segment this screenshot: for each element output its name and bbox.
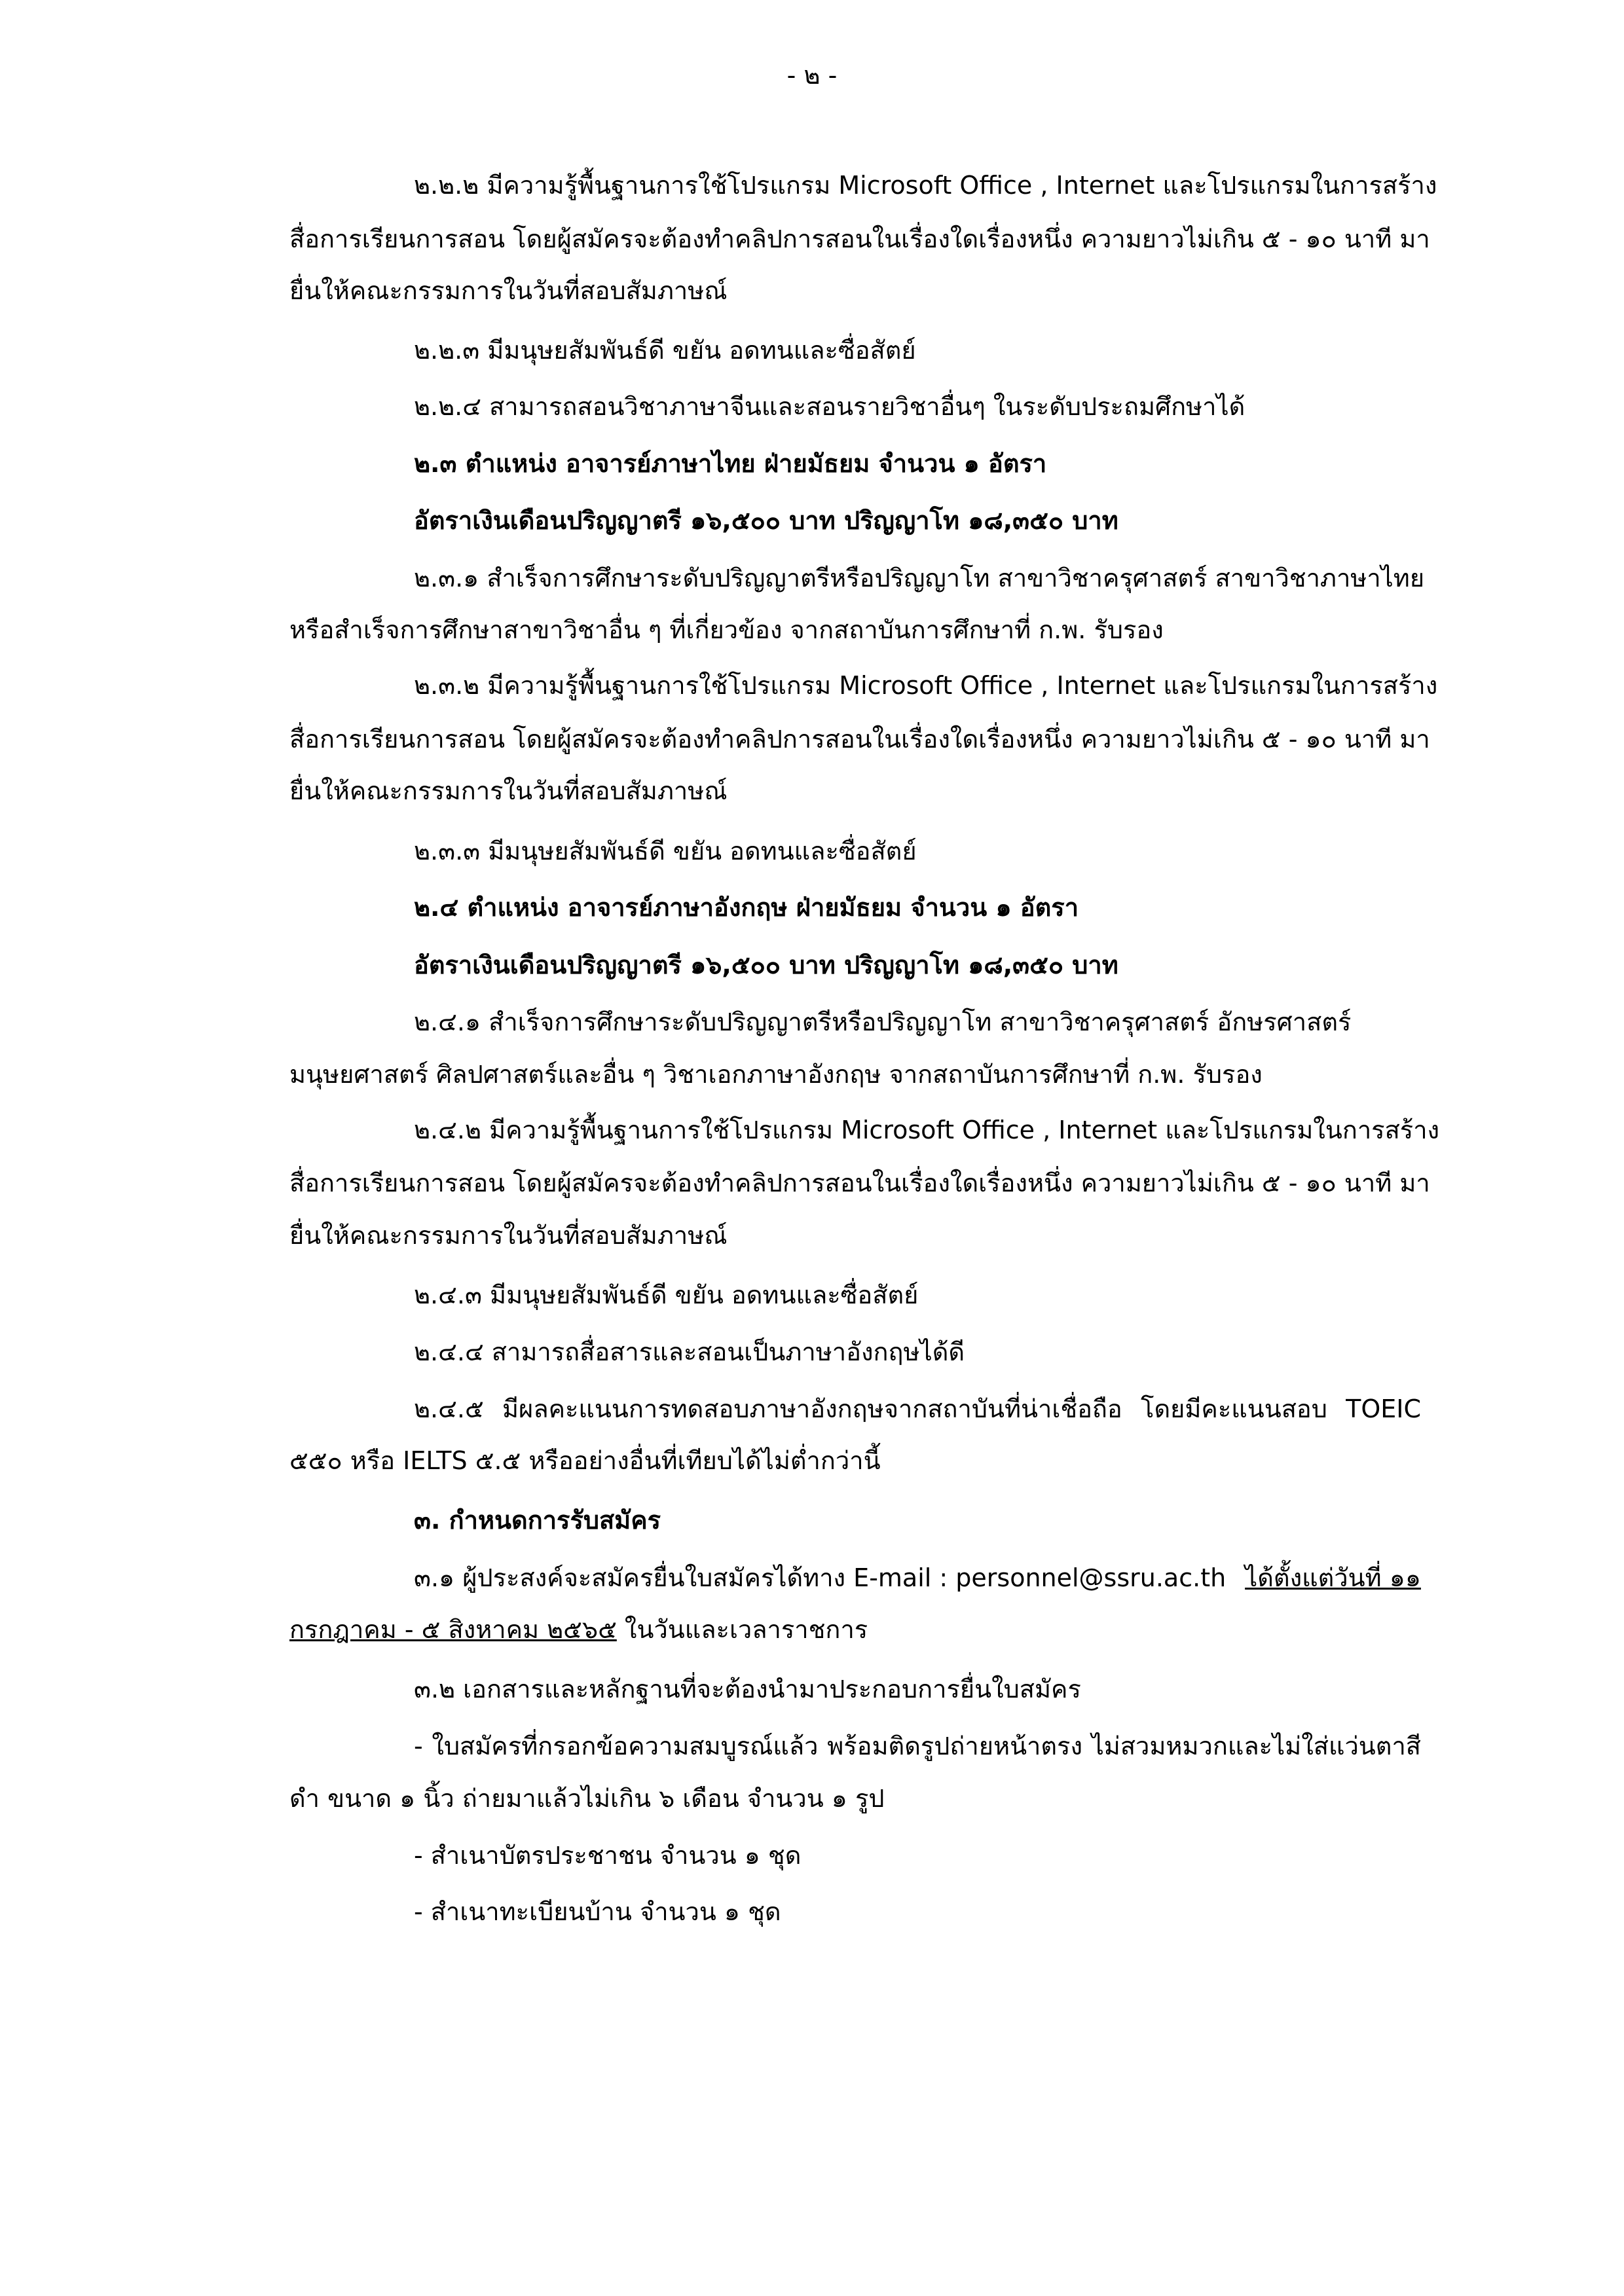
item-2-3-1-line-1: ๒.๓.๑ สำเร็จการศึกษาระดับปริญญาตรีหรือปริญญาโท สาขาวิชาครุศาสตร์ สาขาวิชาภาษาไทย xyxy=(414,564,1425,592)
item-3-1-line-1 xyxy=(414,1561,1421,1594)
page-number: - ๒ - xyxy=(786,61,838,90)
item-2-4-1-line-2: มนุษยศาสตร์ ศิลปศาสตร์และอื่น ๆ วิชาเอกภาษาอังกฤษ จากสถาบันการศึกษาที่ ก.พ. รับรอง xyxy=(289,1060,1263,1089)
item-2-2-2-line-2: สื่อการเรียนการสอน โดยผู้สมัครจะต้องทำคลิปการสอนในเรื่องใดเรื่องหนึ่ง ความยาวไม่เกิน ๕ - ๑๐ นาที มา xyxy=(289,225,1430,253)
item-2-4-4: ๒.๔.๔ สามารถสื่อสารและสอนเป็นภาษาอังกฤษได้ดี xyxy=(414,1338,965,1366)
item-2-2-3: ๒.๒.๓ มีมนุษยสัมพันธ์ดี ขยัน อดทนและซื่อสัตย์ xyxy=(414,336,916,365)
section-2-3-salary: อัตราเงินเดือนปริญญาตรี ๑๖,๕๐๐ บาท ปริญญาโท ๑๘,๓๕๐ บาท xyxy=(414,506,1118,535)
application-period-start: ได้ตั้งแต่วันที่ ๑๑ xyxy=(1245,1563,1421,1592)
item-2-3-2-line-3: ยื่นให้คณะกรรมการในวันที่สอบสัมภาษณ์ xyxy=(289,776,728,805)
doc-item-3: - สำเนาทะเบียนบ้าน จำนวน ๑ ชุด xyxy=(414,1897,781,1926)
item-2-2-4: ๒.๒.๔ สามารถสอนวิชาภาษาจีนและสอนรายวิชาอื่นๆ ในระดับประถมศึกษาได้ xyxy=(414,392,1246,421)
item-2-2-2-line-1: ๒.๒.๒ มีความรู้พื้นฐานการใช้โปรแกรม Microsoft Office , Internet และโปรแกรมในการสร้าง xyxy=(414,171,1437,200)
item-2-3-2-line-2: สื่อการเรียนการสอน โดยผู้สมัครจะต้องทำคลิปการสอนในเรื่องใดเรื่องหนึ่ง ความยาวไม่เกิน ๕ - ๑๐ นาที มา xyxy=(289,725,1430,754)
item-2-3-3: ๒.๓.๓ มีมนุษยสัมพันธ์ดี ขยัน อดทนและซื่อสัตย์ xyxy=(414,837,917,866)
item-2-4-3: ๒.๔.๓ มีมนุษยสัมพันธ์ดี ขยัน อดทนและซื่อสัตย์ xyxy=(414,1281,919,1309)
item-2-3-1-line-2: หรือสำเร็จการศึกษาสาขาวิชาอื่น ๆ ที่เกี่ยวข้อง จากสถาบันการศึกษาที่ ก.พ. รับรอง xyxy=(289,615,1164,644)
doc-item-1-line-1: - ใบสมัครที่กรอกข้อความสมบูรณ์แล้ว พร้อมติดรูปถ่ายหน้าตรง ไม่สวมหมวกและไม่ใส่แว่นตาสี xyxy=(414,1732,1421,1760)
item-3-2: ๓.๒ เอกสารและหลักฐานที่จะต้องนำมาประกอบการยื่นใบสมัคร xyxy=(414,1675,1081,1704)
office-hours-text: ในวันและเวลาราชการ xyxy=(616,1615,868,1644)
doc-item-2: - สำเนาบัตรประชาชน จำนวน ๑ ชุด xyxy=(414,1841,802,1870)
section-2-3-heading: ๒.๓ ตำแหน่ง อาจารย์ภาษาไทย ฝ่ายมัธยม จำนวน ๑ อัตรา xyxy=(414,449,1047,478)
item-2-4-5-line-2: ๕๕๐ หรือ IELTS ๕.๕ หรืออย่างอื่นที่เทียบได้ไม่ต่ำกว่านี้ xyxy=(289,1446,881,1475)
item-2-2-2-line-3: ยื่นให้คณะกรรมการในวันที่สอบสัมภาษณ์ xyxy=(289,276,728,305)
item-3-1-line-2 xyxy=(289,1613,868,1646)
section-2-4-heading: ๒.๔ ตำแหน่ง อาจารย์ภาษาอังกฤษ ฝ่ายมัธยม จำนวน ๑ อัตรา xyxy=(414,893,1079,922)
item-2-4-5-line-1: ๒.๔.๕ มีผลคะแนนการทดสอบภาษาอังกฤษจากสถาบันที่น่าเชื่อถือ โดยมีคะแนนสอบ TOEIC xyxy=(414,1394,1421,1423)
item-2-3-2-line-1: ๒.๓.๒ มีความรู้พื้นฐานการใช้โปรแกรม Microsoft Office , Internet และโปรแกรมในการสร้าง xyxy=(414,671,1438,700)
section-3-heading: ๓. กำหนดการรับสมัคร xyxy=(414,1506,661,1535)
item-2-4-2-line-2: สื่อการเรียนการสอน โดยผู้สมัครจะต้องทำคลิปการสอนในเรื่องใดเรื่องหนึ่ง ความยาวไม่เกิน ๕ - ๑๐ นาที มา xyxy=(289,1169,1430,1197)
item-2-4-2-line-1: ๒.๔.๒ มีความรู้พื้นฐานการใช้โปรแกรม Microsoft Office , Internet และโปรแกรมในการสร้าง xyxy=(414,1116,1440,1144)
item-2-4-1-line-1: ๒.๔.๑ สำเร็จการศึกษาระดับปริญญาตรีหรือปริญญาโท สาขาวิชาครุศาสตร์ อักษรศาสตร์ xyxy=(414,1008,1352,1036)
application-period-end: กรกฎาคม - ๕ สิงหาคม ๒๕๖๕ xyxy=(289,1615,617,1644)
item-3-1-text: ๓.๑ ผู้ประสงค์จะสมัครยื่นใบสมัครได้ทาง E-mail : personnel@ssru.ac.th xyxy=(414,1563,1227,1592)
item-2-4-2-line-3: ยื่นให้คณะกรรมการในวันที่สอบสัมภาษณ์ xyxy=(289,1221,728,1250)
section-2-4-salary: อัตราเงินเดือนปริญญาตรี ๑๖,๕๐๐ บาท ปริญญาโท ๑๘,๓๕๐ บาท xyxy=(414,951,1118,979)
doc-item-1-line-2: ดำ ขนาด ๑ นิ้ว ถ่ายมาแล้วไม่เกิน ๖ เดือน จำนวน ๑ รูป xyxy=(289,1784,885,1813)
